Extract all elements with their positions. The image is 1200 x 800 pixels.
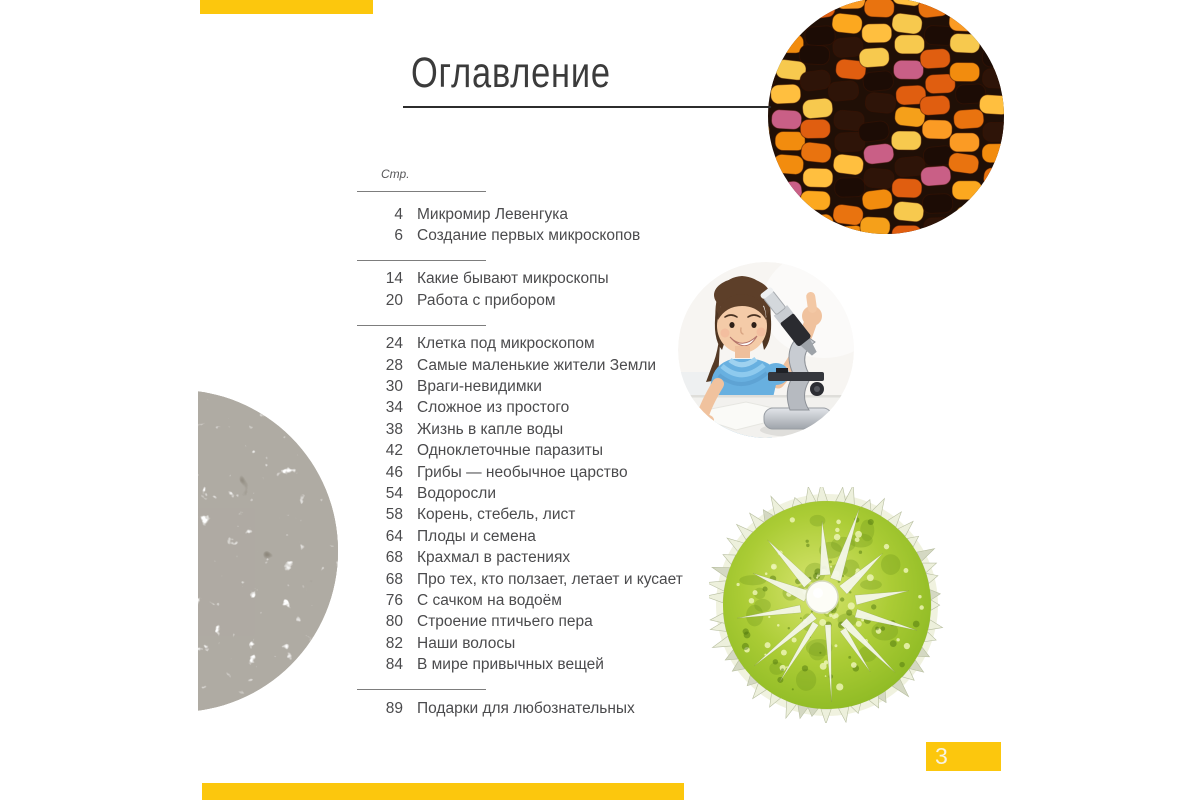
toc-entry-title: Плоды и семена	[417, 527, 536, 545]
toc-entry-page: 24	[385, 335, 403, 353]
toc-entry-page: 6	[394, 227, 403, 245]
toc-entry-page: 20	[385, 291, 403, 309]
toc-entry-title: Жизнь в капле воды	[417, 420, 564, 438]
title-underline	[403, 106, 771, 108]
toc-entry-page: 42	[385, 442, 403, 460]
toc-entry-title: Клетка под микроскопом	[417, 335, 595, 353]
top-accent-bar	[200, 0, 373, 14]
toc-entry-title: Крахмал в растениях	[417, 549, 571, 567]
toc-list	[357, 204, 697, 719]
toc-entry	[357, 505, 697, 526]
toc-entry	[357, 376, 697, 397]
toc-entry-page: 64	[385, 527, 403, 545]
toc-entry-page: 4	[394, 205, 403, 223]
toc-entry	[357, 483, 697, 504]
butterfly-wing-scales-photo	[768, 0, 1004, 234]
toc-entry-title: Работа с прибором	[417, 291, 556, 309]
toc-entry-page: 14	[385, 270, 403, 288]
toc-entry-title: Грибы — необычное царство	[417, 463, 628, 481]
toc-entry-page: 28	[385, 356, 403, 374]
toc-entry-title: Подарки для любознательных	[417, 699, 635, 717]
toc-entry-page: 58	[385, 506, 403, 524]
toc-entry-page: 34	[385, 399, 403, 417]
toc-entry-page: 76	[385, 591, 403, 609]
toc-entry	[357, 225, 697, 246]
toc-entry	[357, 204, 697, 225]
section-divider	[357, 325, 486, 326]
toc-entry	[357, 612, 697, 633]
toc-entry	[357, 441, 697, 462]
toc-entry-page: 84	[385, 656, 403, 674]
column-header-underline	[357, 191, 486, 192]
toc-entry	[357, 419, 697, 440]
page-column-header: Стр.	[381, 167, 410, 181]
bottom-accent-bar	[202, 783, 684, 800]
toc-entry-title: Сложное из простого	[417, 399, 570, 417]
toc-entry-title: Создание первых микроскопов	[417, 227, 641, 245]
toc-entry	[357, 526, 697, 547]
toc-entry-title: В мире привычных вещей	[417, 656, 604, 674]
toc-entry	[357, 547, 697, 568]
toc-entry-title: Одноклеточные паразиты	[417, 442, 604, 460]
toc-entry	[357, 290, 697, 311]
toc-entry-page: 30	[385, 378, 403, 396]
toc-entry	[357, 355, 697, 376]
toc-entry	[357, 398, 697, 419]
toc-entry-page: 80	[385, 613, 403, 631]
page-number-box	[926, 742, 1001, 771]
toc-entry-title: Самые маленькие жители Земли	[417, 356, 657, 374]
toc-entry	[357, 462, 697, 483]
toc-entry	[357, 633, 697, 654]
toc-entry-title: Наши волосы	[417, 634, 516, 652]
page-number: 3	[935, 743, 948, 769]
toc-entry-page: 82	[385, 634, 403, 652]
toc-entry-title: Про тех, кто ползает, летает и кусает	[417, 570, 683, 588]
toc-entry	[357, 569, 697, 590]
section-divider	[357, 260, 486, 261]
toc-entry-page: 38	[385, 420, 403, 438]
toc-entry	[357, 654, 697, 675]
toc-entry	[357, 269, 697, 290]
toc-entry	[357, 698, 697, 719]
sponge-micrograph-photo	[198, 390, 338, 712]
toc-entry-page: 68	[385, 549, 403, 567]
green-algae-photo	[709, 487, 945, 723]
toc-entry-page: 68	[385, 570, 403, 588]
toc-entry-title: С сачком на водоём	[417, 591, 562, 609]
toc-entry-title: Строение птичьего пера	[417, 613, 593, 631]
toc-entry-title: Корень, стебель, лист	[417, 506, 576, 524]
section-divider	[357, 689, 486, 690]
toc-entry-page: 89	[385, 699, 403, 717]
girl-with-microscope-photo	[678, 262, 854, 438]
toc-entry-title: Водоросли	[417, 484, 496, 502]
toc-entry-title: Какие бывают микроскопы	[417, 270, 609, 288]
page-title: Оглавление	[411, 49, 611, 97]
toc-entry-page: 54	[385, 484, 403, 502]
toc-entry-title: Враги-невидимки	[417, 378, 542, 396]
toc-entry-title: Микромир Левенгука	[417, 205, 569, 223]
toc-entry-page: 46	[385, 463, 403, 481]
toc-entry	[357, 334, 697, 355]
toc-entry	[357, 590, 697, 611]
